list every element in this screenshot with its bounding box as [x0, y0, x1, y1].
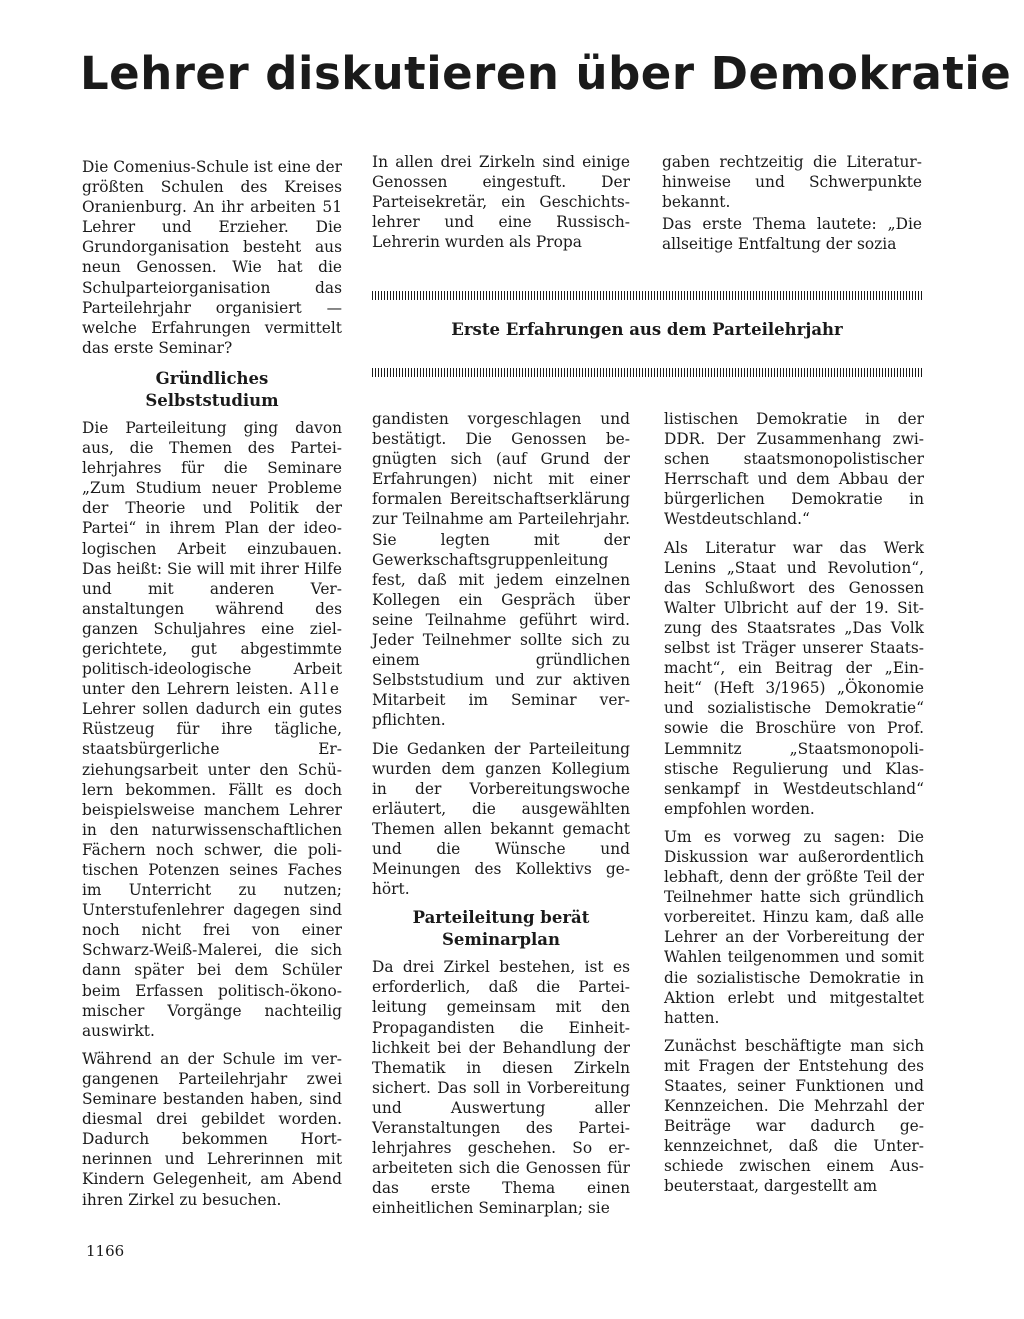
body-paragraph: Um es vorweg zu sagen: Die Diskussion war außerordentlich lebhaft, denn der größte Teil der Teilnehmer hatte sich gründlich vorbereitet. Hinzu kam, daß alle Lehrer an der Vorbereitung der Wahlen teilgenommen und somit die sozialistische Demokratie in Aktion erlebt und mitgestaltet hatten.: [664, 827, 924, 1027]
heading-line: Parteileitung berät: [412, 908, 590, 928]
heading-line: Seminarplan: [441, 930, 560, 950]
section-heading-seminarplan: [372, 907, 630, 951]
body-paragraph: Die Gedanken der Parteileitung wurden dem ganzen Kollegium in der Vorbereitungswoche erläutert, die ausgewählten Themen allen bekannt gemacht und die Wünsche und Meinungen des Kollektivs gehört.: [372, 739, 630, 899]
subheadline: Erste Erfahrungen aus dem Parteilehrjahr: [451, 320, 843, 339]
page-number: 1166: [86, 1242, 125, 1260]
emphasized-word: Alle: [299, 680, 342, 699]
body-paragraph: Als Literatur war das Werk Lenins „Staat und Revolution“, das Schlußwort des Genossen Walter Ulbricht auf der 19. Sitzung des Staatsrates „Das Volk selbst ist Träger unserer Staatsmacht“, ein Beitrag der „Einheit“ (Heft 3/1965) „Ökonomie und sozialistische Demokratie“ sowie die Broschüre von Prof. Lemmnitz „Staatsmonopolistische Regulierung und Klassenkampf in Westdeutschland“ empfohlen worden.: [664, 538, 924, 818]
body-paragraph: In allen drei Zirkeln sind einige Genossen eingestuft. Der Parteisekretär, ein Geschichtslehrer und eine RussischLehrerin wurden als Propa: [372, 153, 630, 252]
body-paragraph: listischen Demokratie in der DDR. Der Zusammenhang zwischen staatsmonopolistischer Herrschaft und dem Abbau der bürgerlichen Demokratie in Westdeutschland.“: [664, 410, 924, 529]
column-1: [82, 157, 342, 1218]
heading-line: Gründliches: [155, 368, 269, 388]
hatched-rule-top: [372, 291, 922, 300]
body-paragraph: [82, 418, 342, 1041]
body-paragraph: gaben rechtzeitig die Literaturhinweise und Schwerpunkte bekannt.: [662, 153, 922, 212]
column-2-top: [372, 152, 630, 260]
body-paragraph: gandisten vorgeschlagen und bestätigt. Die Genossen begnügten sich (auf Grund der Erfahrungen) nicht mit einer formalen Bereitschaftserklärung zur Teilnahme am Parteilehrjahr. Sie legten mit der Gewerkschaftsgruppenleitung fest, daß mit jedem einzelnen Kollegen ein Gespräch über seine Teilnahme geführt wird. Jeder Teilnehmer sollte sich zu einem gründlichen Selbststudium und zur aktiven Mitarbeit im Seminar verpflichten.: [372, 410, 630, 730]
column-3-top: [662, 152, 922, 262]
column-3: [664, 409, 924, 1205]
heading-line: Selbststudium: [145, 390, 279, 410]
intro-paragraph: Die Comenius-Schule ist eine der größten Schulen des Kreises Oranienburg. An ihr arbeiten 51 Lehrer und Erzieher. Die Grundorganisation besteht aus neun Genossen. Wie hat die Schulparteiorganisation das Parteilehrjahr organisiert — welche Erfahrungen vermittelt das erste Seminar?: [82, 158, 342, 357]
section-heading-selbststudium: [82, 368, 342, 412]
body-paragraph: Das erste Thema lautete: „Die allseitige Entfaltung der sozia: [662, 215, 922, 254]
body-paragraph: Während an der Schule im vergangenen Parteilehrjahr zwei Seminare bestanden haben, sind diesmal drei gebildet worden. Dadurch bekommen Hortnerinnen und Lehrerinnen mit Kindern Gelegenheit, am Abend ihren Zirkel zu besuchen.: [82, 1049, 342, 1209]
body-paragraph: Zunächst beschäftigte man sich mit Fragen der Entstehung des Staates, seiner Funktionen und Kennzeichen. Die Mehrzahl der Beiträge war dadurch gekennzeichnet, daß die Unterschiede zwischen einem Ausbeuterstaat, dargestellt am: [664, 1036, 924, 1196]
text-run: Lehrer sollen dadurch ein gutes Rüstzeug für ihre tägliche, staatsbürgerliche Erziehungsarbeit unter den Schülern bekommen. Fällt es doch beispielsweise manchem Lehrer in den naturwissenschaftlichen Fächern noch schwer, die politischen Potenzen seines Faches im Unterricht zu nutzen; Unterstufenlehrer dagegen sind noch nicht frei von einer Schwarz-Weiß-Malerei, die sich dann später bei dem Schüler beim Erfassen politisch-ökonomischer Vorgänge nachteilig auswirkt.: [82, 700, 342, 1040]
text-run: Die Parteileitung ging davon aus, die Themen des Parteilehrjahres für die Seminare „Zum Studium neuer Probleme der Theorie und Politik der Partei“ in ihrem Plan der ideologischen Arbeit einzubauen. Das heißt: Sie will mit ihrer Hilfe und mit anderen Veranstaltungen während des ganzen Schuljahres eine zielgerichtete, gut abgestimmte politisch-ideologische Arbeit unter den Lehrern leisten.: [82, 418, 342, 699]
hatched-rule-bottom: [372, 368, 922, 377]
body-paragraph: Da drei Zirkel bestehen, ist es erforderlich, daß die Parteileitung gemeinsam mit den Propagandisten die Einheitlichkeit bei der Behandlung der Thematik in diesen Zirkeln sichert. Das soll in Vorbereitung und Auswertung aller Veranstaltungen des Parteilehrjahres geschehen. So erarbeiteten sich die Genossen für das erste Thema einen einheitlichen Seminarplan; sie: [372, 958, 630, 1218]
headline: Lehrer diskutieren über Demokratie: [80, 47, 1012, 100]
column-2: [372, 409, 630, 1226]
